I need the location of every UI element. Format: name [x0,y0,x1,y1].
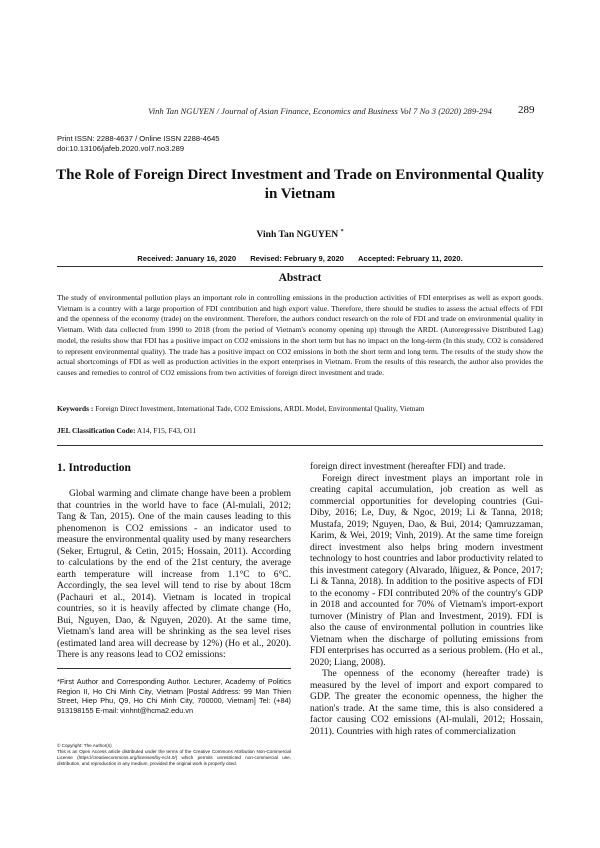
accepted-date: Accepted: February 11, 2020. [358,254,463,263]
intro-right-paragraph: Foreign direct investment plays an important role in creating capital accumulation, job creation as well as commercial opportunities for developing countries (Gui-Diby, 2016; Le, Duy, & Ngoc, 2019; Li & Tanna, 2018; Mustafa, 2019; Nguyen, Dao, & Bui, 2014; Qamruzzaman, Karim, & Wei, 2019; Vinh, 2019). At the same time foreign direct investment also helps bring modern investment technology to host countries and labor productivity related to this investment category (Alvarado, Iñiguez, & Ponce, 2017; Li & Tanna, 2018). In addition to the positive aspects of FDI to the economy - FDI contributed 20% of the country's GDP in 2018 and accounted for 70% of Vietnam's import-export turnover (Ministry of Plan and Investment, 2019). FDI is also the cause of environmental pollution in countries like Vietnam when the discharge of polluting emissions from FDI enterprises has occurred as a serious problem. (Ho et al., 2020; Liang, 2008). [310,473,543,668]
keywords-label: Keywords : [57,404,94,413]
footnote-divider [57,668,291,669]
section-heading: 1. Introduction [57,462,131,474]
paper-title: The Role of Foreign Direct Investment and Trade on Environmental Quality in Vietnam [56,167,544,202]
author-footnote: *First Author and Corresponding Author. Lecturer, Academy of Politics Region II, Ho Chi Minh City, Vietnam [Postal Address: 99 Man Thien Street, Hiep Phu, Q9, Ho Chi Minh City, 700000, Vietnam] Tel: (+84) 913198155 E-mail: vinhnt@hcma2.edu.vn [57,677,291,716]
received-date: Received: January 16, 2020 [137,254,237,263]
license-text: This is an Open Access article distributed under the terms of the Creative Commons Attribution Non-Commercial License (https://creativecommons.org/licenses/by-nc/4.0/) which permits unrestricted non-commercial use, distribution, and reproduction in any medium, provided the original work is properly cited. [57,749,291,766]
abstract-heading: Abstract [278,272,322,284]
jel-text: A14, F15, F43, O11 [136,426,197,435]
keywords-text: Foreign Direct Investment, International Tade, CO2 Emissions, ARDL Model, Environmental Quality, Vietnam [95,404,425,413]
author-line [0,229,600,240]
intro-right-first-line: foreign direct investment (hereafter FDI) and trade. [310,462,506,472]
intro-left-paragraph: Global warming and climate change have been a problem that countries in the world have to face (Al-mulali, 2012; Tang & Tan, 2015). One of the main causes leading to this phenomenon is CO2 emissions - an indicator used to measure the environmental quality used by many researchers (Seker, Ertugrul, & Cetin, 2015; Hossain, 2011). According to calculations by the end of the 21st century, the average earth temperature will increase from 1.1°C to 6°C. Accordingly, the sea level will tend to rise by about 18cm (Pachauri et al., 2014). Vietnam is located in tropical countries, so it is heavily affected by climate change (Ho, Bui, Nguyen, Dao, & Nguyen, 2020). At the same time, Vietnam's land area will be shrinking as the sea level rises (estimated land area will decrease by 12%) (Ho et al., 2020). There is any reasons lead to CO2 emissions: [57,489,291,660]
running-header: Vinh Tan NGUYEN / Journal of Asian Finance, Economics and Business Vol 7 No 3 (2020) 289-294 [148,106,492,116]
abstract-text: The study of environmental pollution plays an important role in controlling emissions in the production activities of FDI enterprises as well as export goods. Vietnam is a country with a large proportion of FDI contribution and high export value. Therefore, there should be studies to assess the actual effects of FDI and the openness of the economy (trade) on the environment. Therefore, the authors conduct research on the role of FDI and trade on environmental quality in Vietnam. With data collected from 1990 to 2018 (from the period of Vietnam's economy opening up) through the ARDL (Autoregressive Distributed Lag) model, the results show that FDI has a positive impact on CO2 emissions in the short term but has no impact on the long-term (In this study, CO2 is considered to represent environmental quality). The trade has a positive impact on CO2 emissions in both the short term and long term. The results of the study show the actual shortcomings of FDI as well as production activities in the export enterprises in Vietnam. From the results of this research, the author also provides the causes and remedies to control of CO2 emissions from two activities of foreign direct investment and trade. [57,293,543,377]
issn-block [57,134,220,154]
intro-right-paragraph: The openness of the economy (hereafter trade) is measured by the level of import and export compared to GDP. The greater the economic openness, the higher the nation's trade. At the same time, this is also considered a factor causing CO2 emissions (Al-mulali, 2012; Hossain, 2011). Countries with high rates of commercialization [310,669,543,737]
keywords-line [57,404,543,413]
divider [57,266,543,267]
page-number: 289 [518,104,535,116]
author-name: Vinh Tan NGUYEN [256,229,339,241]
copyright-line: © Copyright: The Author(s) [57,743,112,748]
revised-date: Revised: February 9, 2020 [250,254,344,263]
jel-line [57,426,543,435]
submission-dates [57,254,543,263]
issn-line: Print ISSN: 2288-4637 / Online ISSN 2288-4645 [57,134,220,143]
doi-line: doi:10.13106/jafeb.2020.vol7.no3.289 [57,144,185,153]
intro-right-column [310,462,543,738]
author-mark: * [340,229,344,235]
jel-label: JEL Classification Code: [57,426,136,435]
divider [57,445,543,446]
